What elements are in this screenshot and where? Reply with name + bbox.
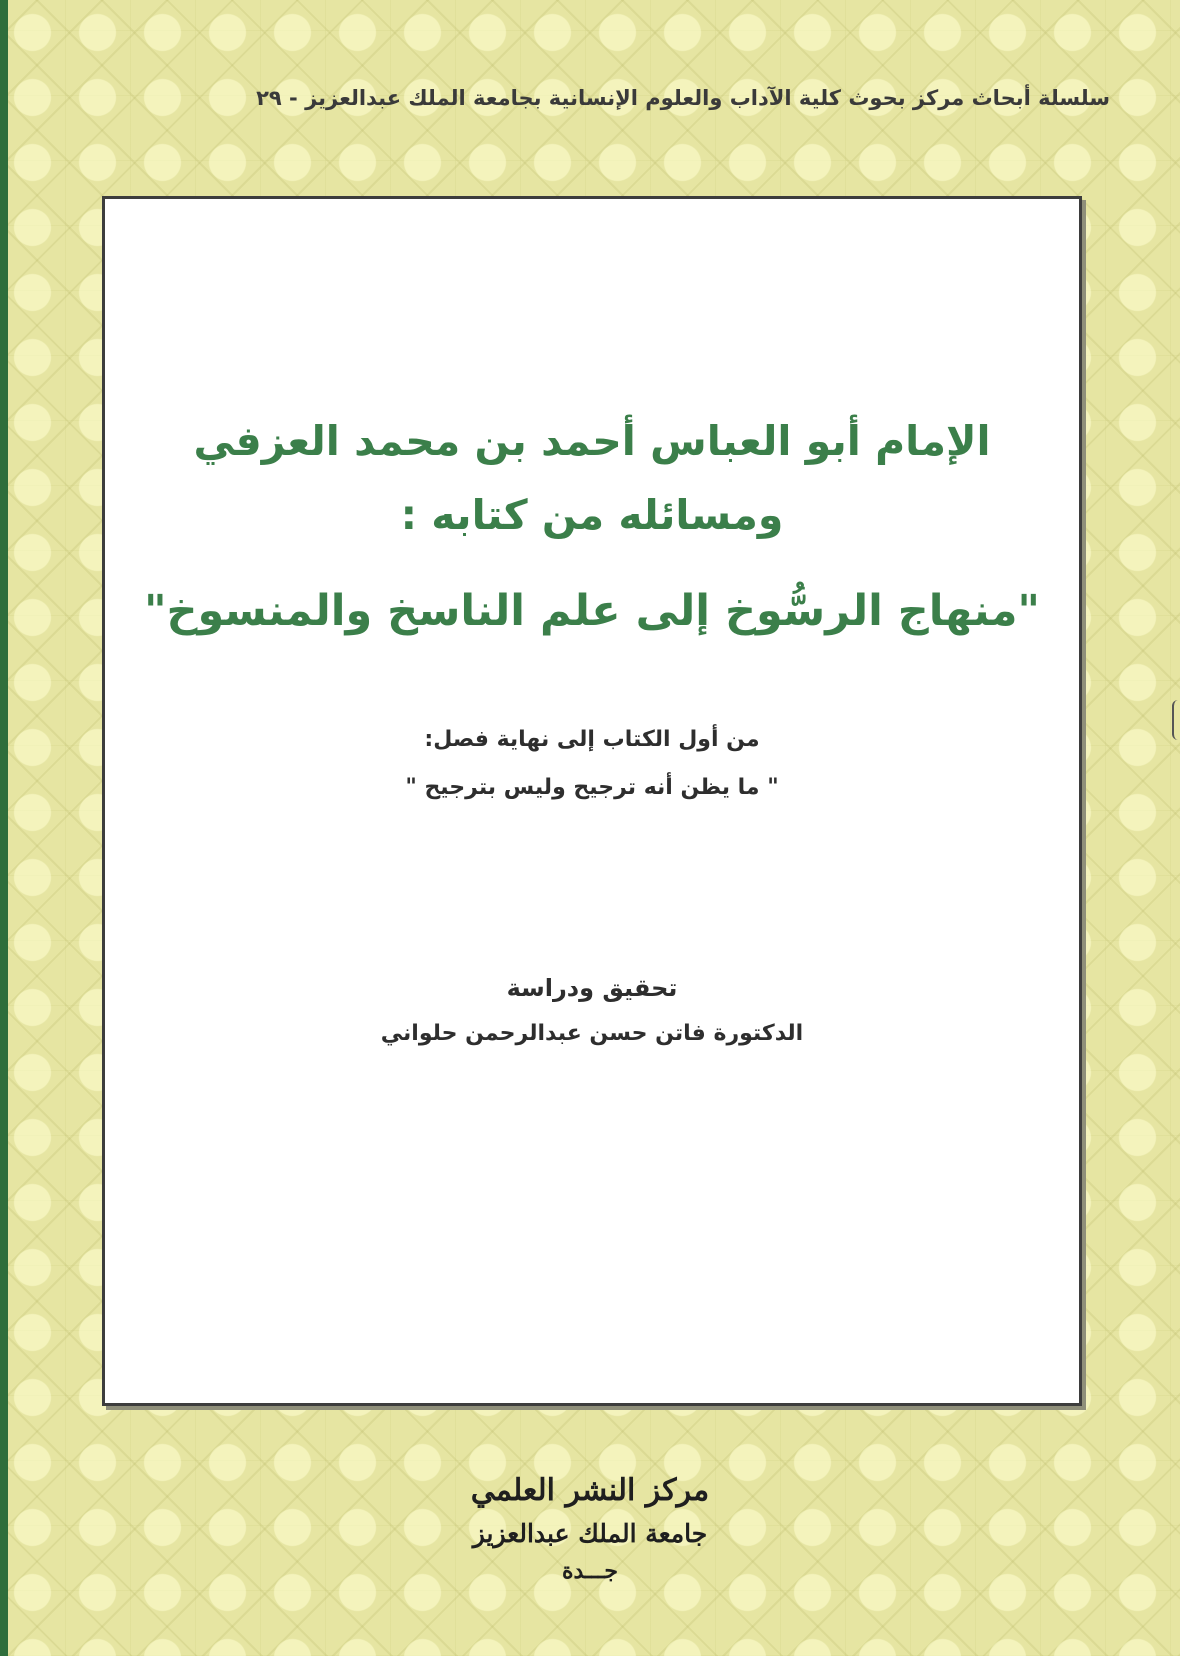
title-line-2: ومسائله من كتابه :: [400, 491, 784, 539]
publisher-university: جامعة الملك عبدالعزيز: [472, 1519, 708, 1548]
title-panel: [102, 196, 1082, 1406]
scope-block: [105, 716, 1079, 812]
publisher-city: جـــدة: [561, 1558, 618, 1584]
scope-line-1: من أول الكتاب إلى نهاية فصل:: [424, 727, 760, 752]
title-line-1: الإمام أبو العباس أحمد بن محمد العزفي: [193, 417, 991, 465]
cover-spine-edge: [0, 0, 8, 1656]
publisher-block: [390, 1468, 790, 1588]
page-edge-mark: [1172, 700, 1180, 740]
scope-line-2: " ما يظن أنه ترجيح وليس بترجيح ": [405, 775, 779, 800]
credit-block: [105, 965, 1079, 1057]
author-name: الدكتورة فاتن حسن عبدالرحمن حلواني: [380, 1021, 804, 1046]
publisher-name: مركز النشر العلمي: [470, 1473, 710, 1508]
series-line: سلسلة أبحاث مركز بحوث كلية الآداب والعلوم الإنسانية بجامعة الملك عبدالعزيز - ٢٩: [256, 86, 1110, 110]
book-author-title: [105, 404, 1079, 552]
credit-label: تحقيق ودراسة: [506, 974, 678, 1002]
book-title: "منهاج الرسُّوخ إلى علم الناسخ والمنسوخ": [144, 586, 1040, 636]
